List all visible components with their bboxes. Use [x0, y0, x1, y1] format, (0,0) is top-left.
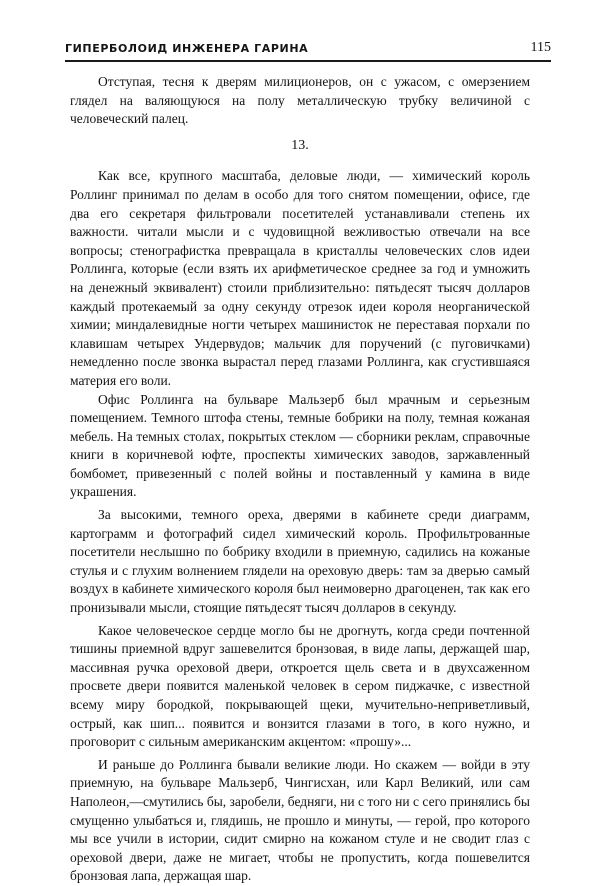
- page-number: 115: [530, 40, 551, 55]
- paragraph-2: Офис Роллинга на бульваре Мальзерб был мрачным и серьезным помещением. Темного штофа стены, темные бобрики на полу, темная кожаная мебель. На темных столах, покрытых стеклом — сборники реклам, справочные книги в коричневой юфте, проспекты химических заводов, заржавленный бомбомет, привезенный с полей войны и поставленный у камина в виде украшения.: [70, 391, 530, 500]
- page-header: [65, 40, 551, 58]
- paragraph-1: Как все, крупного масштаба, деловые люди, — химический король Роллинг принимал по делам в особо для того снятом помещении, офисе, где два его секретаря фильтровали посетителей устанавливали степень их важности. читали мысли и с чудовищной вежливостью отвечали на все вопросы; стенографистка превращала в кристаллы человеческих слов идеи Роллинга, которые (если взять их арифметическое среднее за год и умножить на денежный эквивалент) стоили приблизительно: пятьдесят тысяч долларов каждый протекаемый за одну секунду отрезок идеи короля неорганической химии; миндалевидные ногти четырех машинисток не переставая порхали по клавишам четырех Ундервудов; мальчик для поручений (с пуговичками) немедленно после звонка вырастал перед глазами Роллинга, как сгустившаяся материя его воли.: [70, 168, 530, 388]
- body-text: [70, 73, 530, 886]
- paragraph-3: За высокими, темного ореха, дверями в кабинете среди диаграмм, картограмм и фотографий сидел химический король. Профильтрованные посетители неслышно по бобрику входили в приемную, садились на кожаные стулья и с глухим волнением глядели на ореховую дверь: там за дверью самый воздух в кабинете химического короля был неимоверно драгоценен, так как его пронизывали мысли, стоящие пятьдесят тысяч долларов в секунду.: [70, 507, 530, 616]
- paragraph-4: Какое человеческое сердце могло бы не дрогнуть, когда среди почтенной тишины приемной вдруг зашевелится бронзовая, в виде лапы, держащей шар, массивная ручка ореховой двери, откроется щель света и в двухсаженном просвете двери появится маленькой человек в сером пиджачке, с известной всему миру бородкой, покрывающей щеки, мучительно-неприветливый, острый, как шип... появится и вонзится глазами в того, в кого нужно, и проговорит с сильным американским акцентом: «прошу»...: [70, 622, 530, 750]
- chapter-number: 13.: [291, 137, 309, 153]
- running-title: ГИПЕРБОЛОИД ИНЖЕНЕРА ГАРИНА: [65, 42, 309, 55]
- header-rule: [65, 60, 551, 62]
- paragraph-5: И раньше до Роллинга бывали великие люди. Но скажем — войди в эту приемную, на бульваре Мальзерб, Чингисхан, или Карл Великий, или сам Наполеон,—смутились бы, заробели, бедняги, ни с того ни с сего принялись бы смущенно улыбаться и, глядишь, не прошло и минуты, — герой, про которого мы все учили в истории, сидит смирно на кожаном стуле и не сводит глаз с ореховой двери, даже не мигает, чтобы не пропустить, когда пошевелится бронзовая лапа, держащая шар.: [70, 756, 530, 884]
- opening-paragraph: Отступая, тесня к дверям милиционеров, он с ужасом, с омерзением глядел на валяющуюся на полу металлическую трубку величиной с человеческий палец.: [70, 74, 530, 127]
